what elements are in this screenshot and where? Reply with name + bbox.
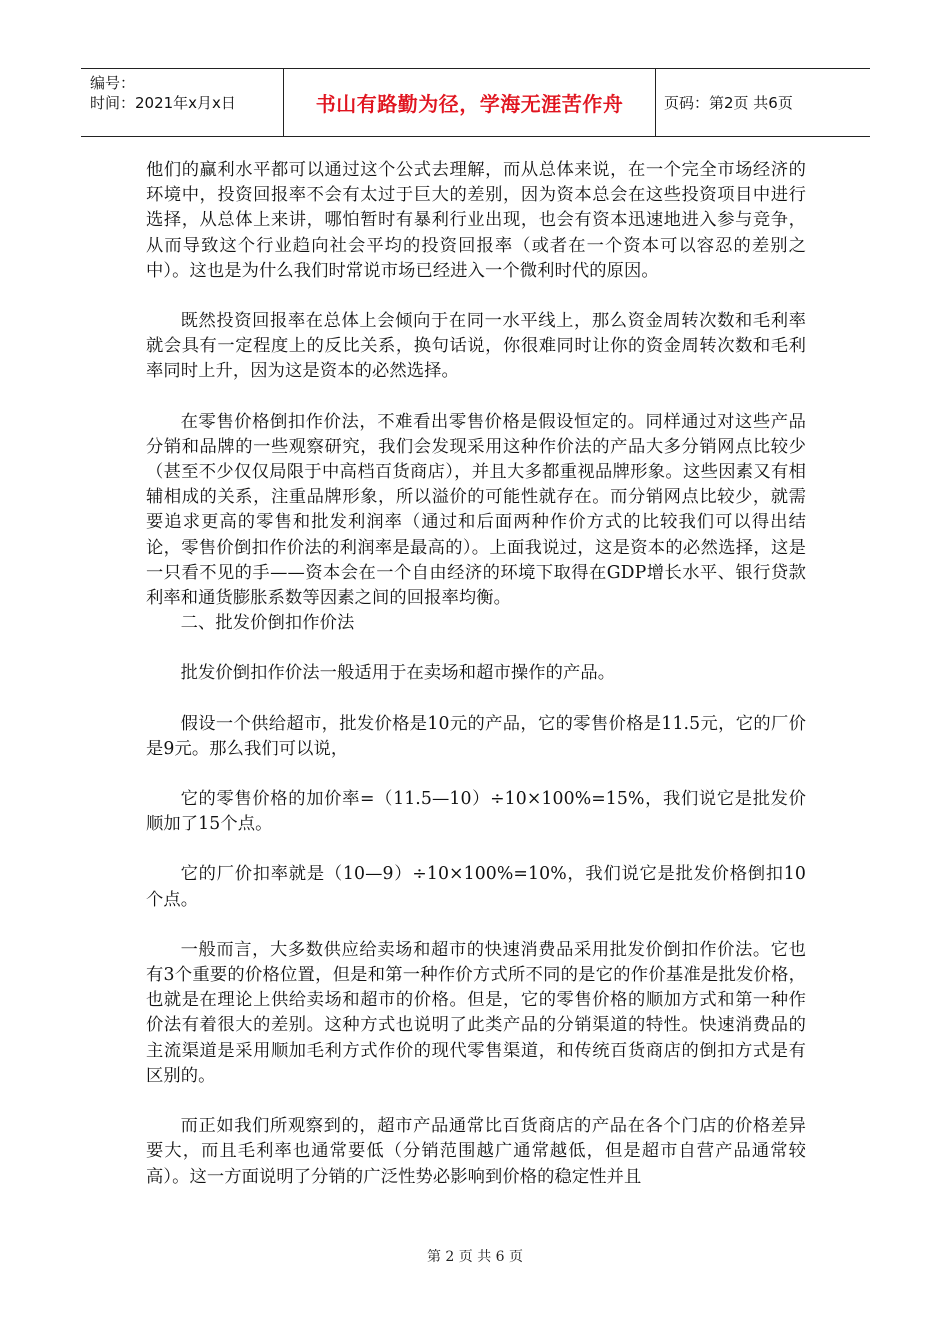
paragraph: 在零售价格倒扣作价法，不难看出零售价格是假设恒定的。同样通过对这些产品分销和品牌的一些观察研究，我们会发现采用这种作价法的产品大多分销网点比较少（甚至不少仅仅局限于中高档百货商店），并且大多都重视品牌形象。这些因素又有相辅相成的关系，注重品牌形象，所以溢价的可能性就存在。而分销网点比较少，就需要追求更高的零售和批发利润率（通过和后面两种作价方式的比较我们可以得出结论，零售价倒扣作价法的利润率是最高的）。上面我说过，这是资本的必然选择，这是一只看不见的手——资本会在一个自由经济的环境下取得在GDP增长水平、银行贷款利率和通货膨胀系数等因素之间的回报率均衡。	[146, 411, 806, 609]
header-page-info: 页码：第2页 共6页	[664, 94, 793, 112]
paragraph: 批发价倒扣作价法一般适用于在卖场和超市操作的产品。	[180, 663, 616, 684]
formula-paragraph: 它的零售价格的加价率=（11.5—10）÷10×100%=15%，我们说它是批发价顺加了15个点。	[146, 789, 806, 835]
paragraph: 既然投资回报率在总体上会倾向于在同一水平线上，那么资金周转次数和毛利率就会具有一定程度上的反比关系，换句话说，你很难同时让你的资金周转次数和毛利率同时上升，因为这是资本的必然选择。	[146, 311, 806, 382]
document-time-label: 时间：2021年x月x日	[90, 94, 236, 112]
document-number-label: 编号：	[90, 74, 136, 92]
document-body	[146, 158, 806, 1190]
header-meta	[81, 69, 284, 136]
header-table	[81, 68, 870, 137]
formula-paragraph: 它的厂价扣率就是（10—9）÷10×100%=10%，我们说它是批发价格倒扣10个点。	[146, 864, 806, 910]
paragraph-continuation: 他们的赢利水平都可以通过这个公式去理解，而从总体来说，在一个完全市场经济的环境中，投资回报率不会有太过于巨大的差别，因为资本总会在这些投资项目中进行选择，从总体上来讲，哪怕暂时有暴利行业出现，也会有资本迅速地进入参与竞争，从而导致这个行业趋向社会平均的投资回报率（或者在一个资本可以容忍的差别之中）。这也是为什么我们时常说市场已经进入一个微利时代的原因。	[146, 160, 806, 281]
paragraph: 假设一个供给超市，批发价格是10元的产品，它的零售价格是11.5元，它的厂价是9元。那么我们可以说，	[146, 713, 806, 759]
header-motto: 书山有路勤为径，学海无涯苦作舟	[284, 69, 656, 136]
paragraph: 一般而言，大多数供应给卖场和超市的快速消费品采用批发价倒扣作价法。它也有3个重要的价格位置，但是和第一种作价方式所不同的是它的作价基准是批发价格，也就是在理论上供给卖场和超市的价格。但是，它的零售价格的顺加方式和第一种作价法有着很大的差别。这种方式也说明了此类产品的分销渠道的特性。快速消费品的主流渠道是采用顺加毛利方式作价的现代零售渠道，和传统百货商店的倒扣方式是有区别的。	[146, 939, 806, 1086]
paragraph: 而正如我们所观察到的，超市产品通常比百货商店的产品在各个门店的价格差异要大，而且毛利率也通常要低（分销范围越广通常越低，但是超市自营产品通常较高）。这一方面说明了分销的广泛性势必影响到价格的稳定性并且	[146, 1116, 806, 1187]
section-heading: 二、批发价倒扣作价法	[180, 613, 355, 634]
page-footer: 第 2 页 共 6 页	[426, 1249, 524, 1265]
